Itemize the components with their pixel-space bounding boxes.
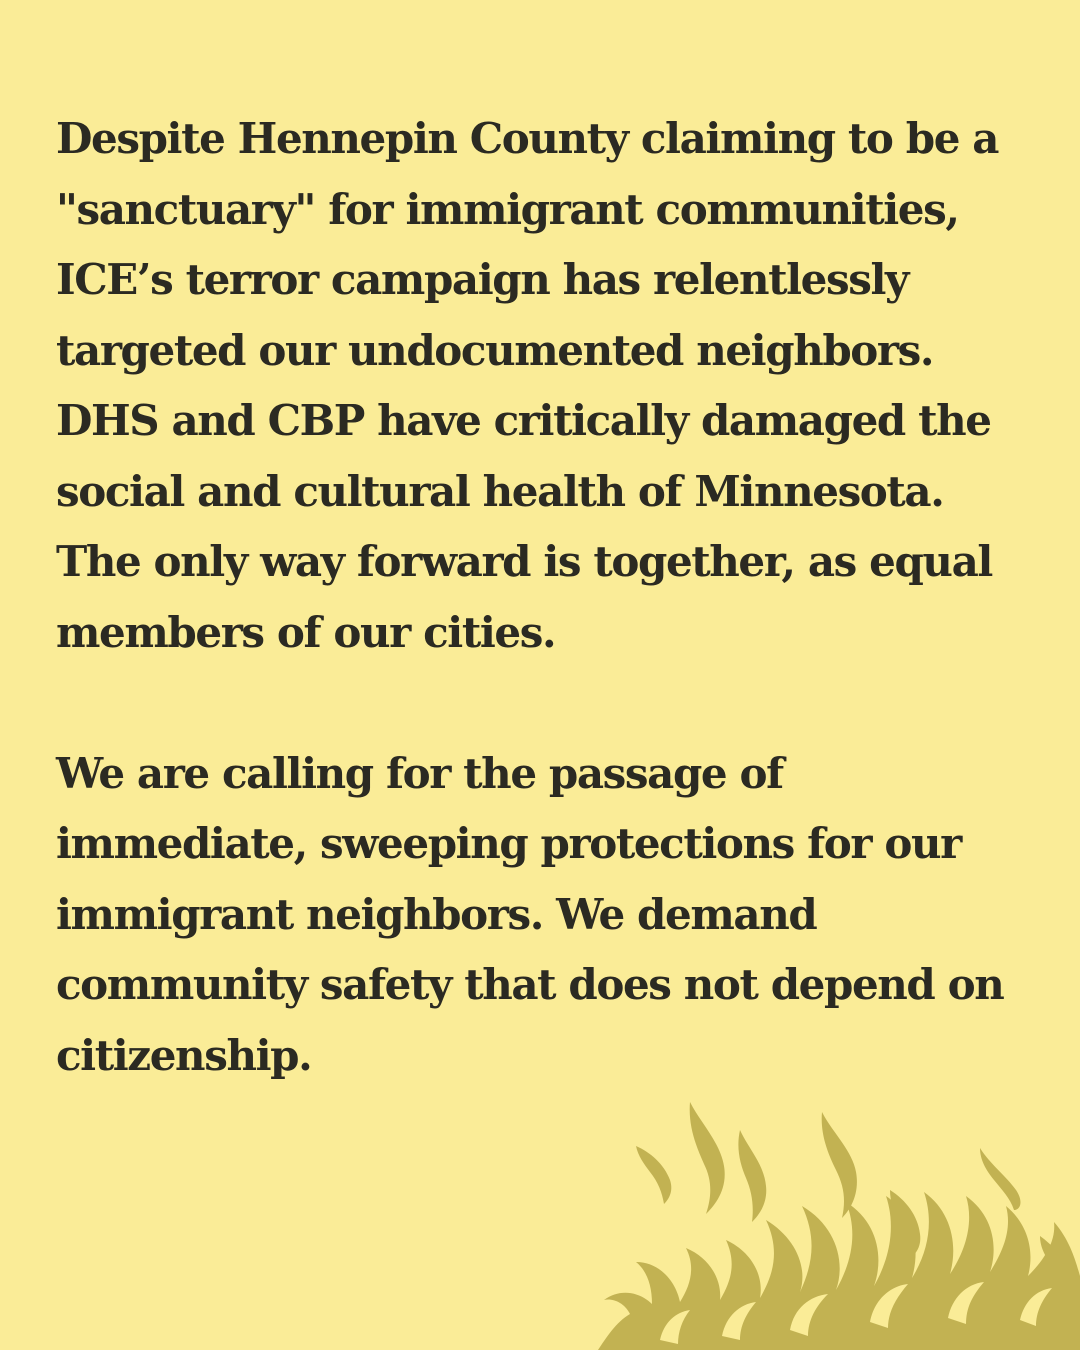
paragraph-2-line: community safety that does not depend on [56, 960, 1004, 1009]
paragraph-1-line: social and cultural health of Minnesota. [56, 466, 944, 516]
paragraph-spacer [56, 668, 1046, 739]
paragraph-2-line: immigrant neighbors. We demand [56, 889, 817, 939]
statement-text [56, 104, 1046, 1091]
paragraph-2-line: We are calling for the passage of [56, 748, 783, 798]
paragraph-1-line: targeted our undocumented neighbors. [56, 325, 934, 375]
paragraph-1-line: ICE’s terror campaign has relentlessly [56, 255, 909, 304]
paragraph-2 [56, 739, 1046, 1092]
flame-icon [580, 1095, 1080, 1350]
paragraph-1-line: "sanctuary" for immigrant communities, [56, 184, 959, 234]
paragraph-1-line: The only way forward is together, as equal [56, 537, 992, 586]
paragraph-1 [56, 104, 1046, 668]
paragraph-1-line: DHS and CBP have critically damaged the [56, 396, 991, 445]
paragraph-1-line: members of our cities. [56, 607, 556, 657]
paragraph-2-line: immediate, sweeping protections for our [56, 819, 961, 868]
paragraph-1-line: Despite Hennepin County claiming to be a [56, 114, 999, 163]
paragraph-2-line: citizenship. [56, 1030, 312, 1080]
